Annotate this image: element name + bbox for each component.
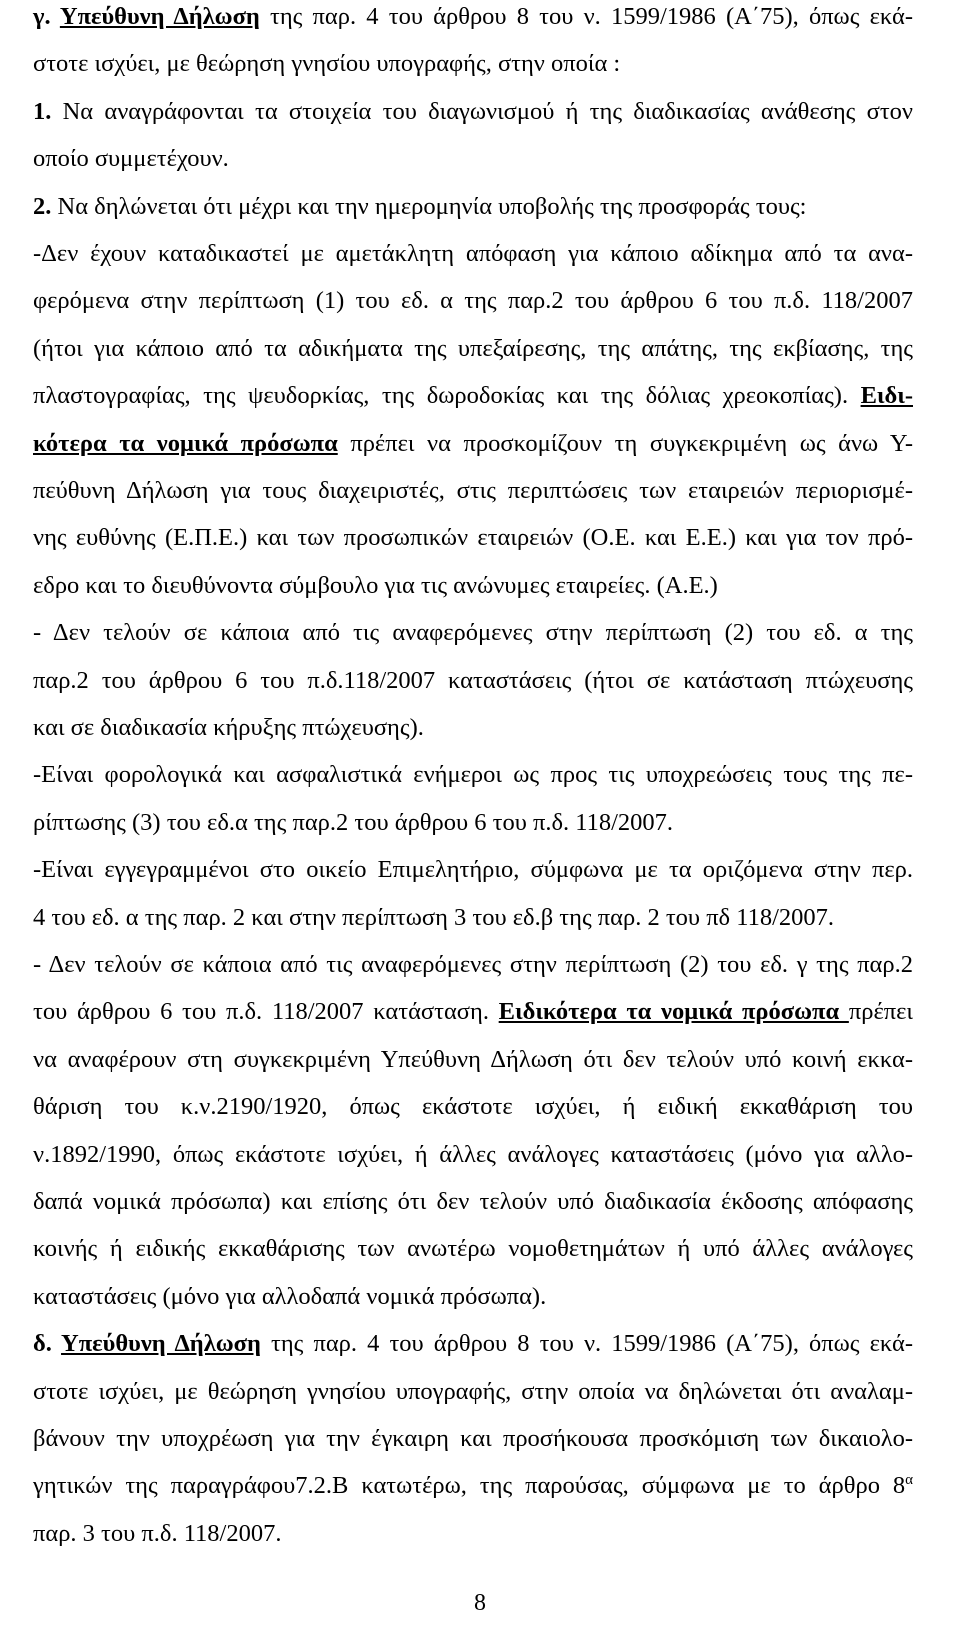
text-segment: να αναφέρουν στη συγκεκριμένη Υπεύθυνη Δήλωση ότι δεν τελούν υπό κοινή εκκα- <box>33 1045 913 1073</box>
text-segment: πεύθυνη Δήλωση για τους διαχειριστές, στις περιπτώσεις των εταιρειών περιορισμέ- <box>33 477 913 504</box>
text-segment: δαπά νομικά πρόσωπα) και επίσης ότι δεν τελούν υπό διαδικασία έκδοσης απόφασης <box>33 1188 913 1215</box>
text-segment: στοτε ισχύει, με θεώρηση γνησίου υπογραφής, στην οποία να δηλώνεται ότι αναλαμ- <box>33 1377 913 1405</box>
text-segment: πρέπει να προσκομίζουν τη συγκεκριμένη ως άνω Υ- <box>337 429 913 457</box>
text-line <box>33 760 913 790</box>
text-segment: καταστάσεις (μόνο για αλλοδαπά νομικά πρόσωπα). <box>33 1282 547 1310</box>
text-segment: στοτε ισχύει, με θεώρηση γνησίου υπογραφής, στην οποία : <box>33 50 621 78</box>
text-segment: του άρθρου 6 του π.δ. 118/2007 κατάσταση. <box>33 998 499 1026</box>
text-segment: 2. <box>33 192 52 220</box>
text-segment: δ. <box>33 1330 62 1358</box>
text-segment: γ. <box>33 3 60 30</box>
text-segment: (ήτοι για κάποιο από τα αδικήματα της υπεξαίρεσης, της απάτης, της εκβίασης, της <box>33 334 913 362</box>
text-segment: πλαστογραφίας, της ψευδορκίας, της δωροδοκίας και της δόλιας χρεοκοπίας). <box>33 382 861 410</box>
text-line <box>33 666 913 696</box>
text-line <box>33 1045 913 1075</box>
text-line <box>33 1140 913 1170</box>
text-line <box>33 1092 913 1122</box>
text-line <box>33 1424 913 1454</box>
text-segment: κοινής ή ειδικής εκκαθάρισης των ανωτέρω νομοθετημάτων ή υπό άλλες ανάλογες <box>33 1235 913 1263</box>
text-segment: - Δεν τελούν σε κάποια από τις αναφερόμενες στην περίπτωση (2) του εδ. α της <box>33 619 913 647</box>
text-line <box>33 618 913 648</box>
text-segment: ρίπτωσης (3) του εδ.α της παρ.2 του άρθρου 6 του π.δ. 118/2007. <box>33 808 674 836</box>
text-line <box>33 144 913 174</box>
text-line <box>33 903 913 933</box>
text-line <box>33 855 913 885</box>
text-line <box>33 1329 913 1359</box>
text-segment: -Δεν έχουν καταδικαστεί με αμετάκλητη απόφαση για κάποιο αδίκημα από τα ανα- <box>33 240 913 267</box>
text-segment: Να δηλώνεται ότι μέχρι και την ημερομηνία υποβολής της προσφοράς τους: <box>51 192 807 220</box>
text-segment: νης ευθύνης (Ε.Π.Ε.) και των προσωπικών εταιρειών (Ο.Ε. και Ε.Ε.) και για τον πρό- <box>33 524 913 552</box>
text-segment: -Είναι φορολογικά και ασφαλιστικά ενήμεροι ως προς τις υποχρεώσεις τους της πε- <box>33 761 913 789</box>
text-segment: παρ. 3 του π.δ. 118/2007. <box>33 1519 282 1547</box>
text-segment: εδρο και το διευθύνοντα σύμβουλο για τις ανώνυμες εταιρείες. (Α.Ε.) <box>33 571 718 599</box>
text-segment: 4 του εδ. α της παρ. 2 και στην περίπτωση 3 του εδ.β της παρ. 2 του πδ 118/2007. <box>33 903 834 931</box>
text-segment: της παρ. 4 του άρθρου 8 του ν. 1599/1986 (Α΄75), όπως εκά- <box>259 3 913 30</box>
text-line <box>33 1282 913 1312</box>
text-line <box>33 429 913 459</box>
text-line <box>33 239 913 269</box>
text-line <box>33 286 913 316</box>
text-line <box>33 381 913 411</box>
text-segment: - Δεν τελούν σε κάποια από τις αναφερόμενες στην περίπτωση (2) του εδ. γ της παρ.2 <box>33 951 913 978</box>
text-segment: γητικών της παραγράφου7.2.Β κατωτέρω, της παρούσας, σύμφωνα με το άρθρο 8 <box>33 1472 906 1500</box>
page-number: 8 <box>474 1590 486 1616</box>
text-line <box>33 1471 913 1501</box>
text-line <box>33 97 913 127</box>
text-segment: 1. <box>33 97 52 125</box>
text-line <box>33 2 913 32</box>
text-line <box>33 334 913 364</box>
text-line <box>33 571 913 601</box>
text-segment: -Είναι εγγεγραμμένοι στο οικείο Επιμελητήριο, σύμφωνα με τα οριζόμενα στην περ. <box>33 856 913 884</box>
emphasized-text: Ειδι- <box>860 382 913 410</box>
emphasized-text: Ειδικότερα τα νομικά πρόσωπα <box>498 998 849 1026</box>
text-line <box>33 49 913 79</box>
text-segment: οποίο συμμετέχουν. <box>33 145 229 173</box>
text-segment: φερόμενα στην περίπτωση (1) του εδ. α της παρ.2 του άρθρου 6 του π.δ. 118/2007 <box>33 287 913 315</box>
text-segment: βάνουν την υποχρέωση για την έγκαιρη και προσήκουσα προσκόμιση των δικαιολο- <box>33 1425 913 1452</box>
text-segment: ν.1892/1990, όπως εκάστοτε ισχύει, ή άλλες ανάλογες καταστάσεις (μόνο για αλλο- <box>33 1140 913 1168</box>
text-segment: πρέπει <box>848 998 913 1026</box>
emphasized-text: Υπεύθυνη Δήλωση <box>61 1330 261 1358</box>
emphasized-text: κότερα τα νομικά πρόσωπα <box>33 429 338 457</box>
superscript: α <box>905 1472 913 1489</box>
text-line <box>33 476 913 506</box>
emphasized-text: Υπεύθυνη Δήλωση <box>59 3 260 30</box>
text-line <box>33 523 913 553</box>
text-segment: θάριση του κ.ν.2190/1920, όπως εκάστοτε ισχύει, ή ειδική εκκαθάριση του <box>33 1093 913 1121</box>
text-line <box>33 808 913 838</box>
text-segment: και σε διαδικασία κήρυξης πτώχευσης). <box>33 714 424 741</box>
text-line <box>33 1519 913 1549</box>
text-line <box>33 997 913 1027</box>
text-line <box>33 1187 913 1217</box>
text-line <box>33 192 913 222</box>
text-line <box>33 950 913 980</box>
text-line <box>33 713 913 743</box>
text-line <box>33 1377 913 1407</box>
text-segment: της παρ. 4 του άρθρου 8 του ν. 1599/1986 (Α΄75), όπως εκά- <box>260 1330 913 1358</box>
text-line <box>33 1234 913 1264</box>
text-segment: Να αναγράφονται τα στοιχεία του διαγωνισμού ή της διαδικασίας ανάθεσης στον <box>51 97 913 125</box>
text-segment: παρ.2 του άρθρου 6 του π.δ.118/2007 καταστάσεις (ήτοι σε κατάσταση πτώχευσης <box>33 666 913 694</box>
